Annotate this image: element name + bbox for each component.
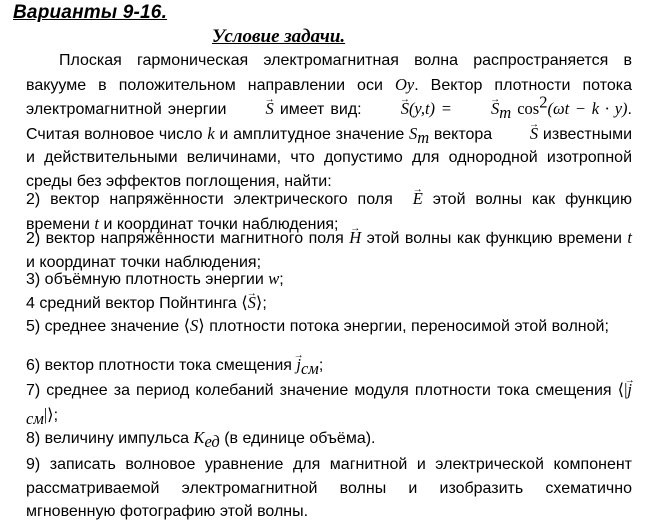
item-text: 6) вектор плотности тока смещения xyxy=(26,357,292,374)
item-text: 7) среднее за период колебаний значение модуля плотности тока смещения xyxy=(26,382,612,399)
poynting-vector-symbol: → S xyxy=(233,97,274,121)
item-text: плотности потока энергии, переносимой этой волной; xyxy=(209,318,609,335)
momentum-sub: ед xyxy=(204,432,220,452)
item-text: этой волны как функцию времени xyxy=(366,230,622,247)
wavenumber-symbol: k xyxy=(207,123,215,143)
displacement-sub: см xyxy=(26,408,44,428)
item-displacement-current xyxy=(26,353,632,378)
formula-power: 2 xyxy=(539,92,548,112)
intro-text-3: имеет вид: xyxy=(279,101,362,118)
intro-text-2: . Вектор плотности потока электромагнитной энергии xyxy=(26,76,633,118)
magnetic-field-symbol: → H xyxy=(349,226,361,250)
intro-text-6: вектора xyxy=(433,125,493,143)
angle-open: ⟨ xyxy=(241,293,248,312)
poynting-vector-symbol-2: → S xyxy=(497,122,538,146)
energy-density-symbol: w xyxy=(268,269,280,288)
item-text: ; xyxy=(318,357,324,374)
axis-symbol: Oy xyxy=(394,74,415,94)
angle-close: ⟩ xyxy=(255,293,263,312)
item-text: (в единице объёма). xyxy=(224,430,376,447)
item-text: 2) вектор напряжённости электрического поля xyxy=(26,191,393,208)
task-condition-heading: Условие задачи. xyxy=(212,26,346,47)
item-mean-intensity xyxy=(26,314,632,339)
item-text: ; xyxy=(53,406,59,424)
intro-text-4: . Считая волновое число xyxy=(26,101,632,143)
item-energy-density xyxy=(26,267,632,292)
mean-poynting-symbol: → S xyxy=(248,291,256,315)
intro-text-5: и амплитудное значение xyxy=(219,125,405,143)
item-text: этой волны как функцию времени xyxy=(26,191,632,233)
item-text: ; xyxy=(262,295,267,312)
amplitude-symbol: S xyxy=(409,123,418,143)
item-wave-equation xyxy=(26,453,632,524)
formula-args: (y,t) = xyxy=(408,99,452,118)
item-text: 8) величину импульса xyxy=(26,430,190,447)
item-text: 4 средний вектор Пойнтинга xyxy=(26,295,237,312)
intro-text-1: Плоская гармоническая электромагнитная волна распространяется в вакууме в положительном направлении оси xyxy=(26,52,632,94)
angle-open: ⟨| xyxy=(617,380,628,399)
momentum-symbol: K xyxy=(193,428,205,447)
formula-s-amplitude: → S xyxy=(458,97,499,121)
item-text: 9) записать волновое уравнение для магнитной и электрической компонент рассматриваемой электромагнитной волны и изобразить схематично мгновенную фотографию этой волны. xyxy=(26,456,632,520)
item-mean-poynting xyxy=(26,291,632,316)
item-text: и координат точки наблюдения; xyxy=(26,253,262,271)
intro-paragraph xyxy=(26,49,632,193)
item-text: 5) среднее значение xyxy=(26,318,180,335)
formula-argument: (ωt − k · y) xyxy=(547,99,628,118)
time-symbol: t xyxy=(94,213,100,233)
displacement-current-symbol: → j xyxy=(296,353,301,377)
item-mean-displacement-modulus xyxy=(26,378,632,427)
displacement-current-symbol: → j xyxy=(627,378,632,402)
item-momentum xyxy=(26,426,632,451)
variants-heading: Варианты 9-16. xyxy=(13,2,168,23)
amplitude-sub: m xyxy=(417,127,430,147)
formula-s-left: → S xyxy=(368,97,409,121)
time-symbol: t xyxy=(627,228,633,247)
formula-sub-m: m xyxy=(499,103,512,123)
item-text: и координат точки наблюдения; xyxy=(103,215,339,233)
item-text: 3) объёмную плотность энергии xyxy=(26,271,264,288)
displacement-sub: см xyxy=(300,359,319,379)
angle-close: |⟩ xyxy=(43,404,54,424)
item-text: 2) вектор напряжённости магнитного поля xyxy=(26,230,344,247)
intro-text-7: известными и действительными величинами, что допустимо для однородной изотропной среды без эффектов поглощения, найти: xyxy=(26,125,633,190)
angle-close: ⟩ xyxy=(198,316,205,335)
electric-field-symbol: → E xyxy=(413,187,423,211)
mean-intensity-symbol: S xyxy=(190,316,199,335)
formula-cos: cos xyxy=(517,99,540,118)
angle-open: ⟨ xyxy=(183,316,191,335)
item-text: ; xyxy=(279,271,284,288)
